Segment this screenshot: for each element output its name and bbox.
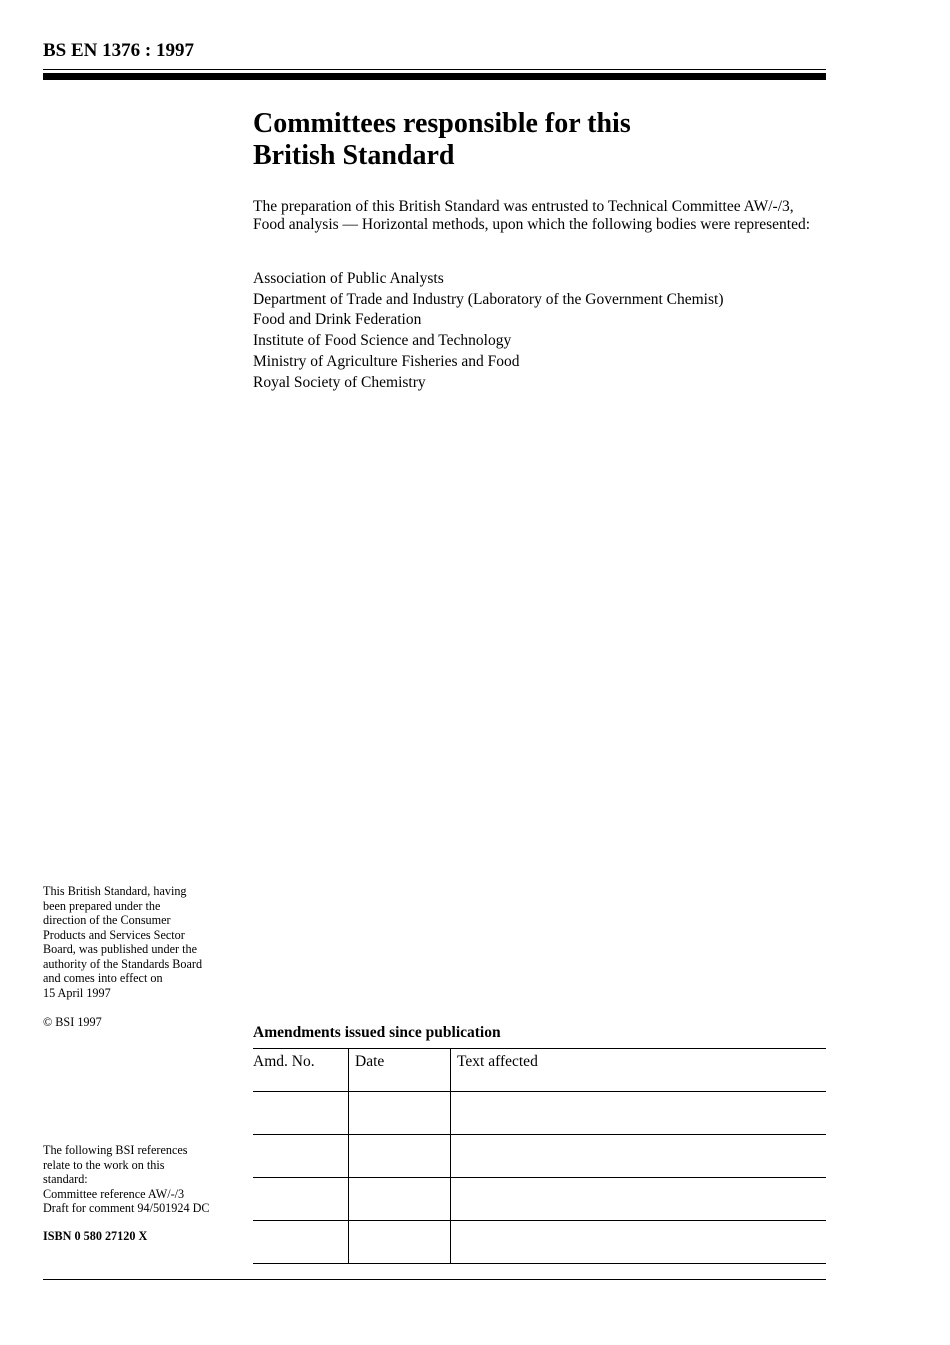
represented-bodies-list (253, 269, 828, 393)
reference-line: The following BSI references (43, 1143, 188, 1157)
table-cell (349, 1221, 451, 1264)
publication-note-line: direction of the Consumer (43, 913, 171, 927)
table-cell (349, 1092, 451, 1135)
table-cell (451, 1092, 827, 1135)
publication-note-line: Products and Services Sector (43, 927, 185, 942)
table-cell (253, 1178, 349, 1221)
list-item: Institute of Food Science and Technology (253, 332, 512, 350)
table-cell (451, 1221, 827, 1264)
table-cell (451, 1178, 827, 1221)
column-header-date: Date (349, 1049, 451, 1092)
column-header-amd-no: Amd. No. (253, 1049, 349, 1092)
list-item: Food and Drink Federation (253, 311, 422, 329)
publication-note-line: been prepared under the (43, 898, 161, 913)
table-cell (349, 1135, 451, 1178)
table-header-row (253, 1049, 826, 1092)
intro-paragraph: The preparation of this British Standard was entrusted to Technical Committee AW/-/3, Food analysis — Horizontal methods, upon which the following bodies were represented: (253, 198, 811, 233)
document-id: BS EN 1376 : 1997 (43, 40, 194, 61)
column-header-text-affected: Text affected (451, 1049, 827, 1092)
table-cell (451, 1135, 827, 1178)
list-item: Association of Public Analysts (253, 270, 444, 287)
bsi-references (43, 1143, 243, 1216)
publication-note-line: This British Standard, having (43, 884, 187, 898)
table-cell (253, 1092, 349, 1135)
amendments-title: Amendments issued since publication (253, 1024, 501, 1041)
list-item: Department of Trade and Industry (Laboratory of the Government Chemist) (253, 290, 724, 308)
publication-note-line: Board, was published under the (43, 942, 198, 956)
amendments-table (253, 1048, 826, 1264)
table-cell (253, 1221, 349, 1264)
table-row (253, 1135, 826, 1178)
footer-rule (43, 1279, 826, 1280)
page-title-line-2: British Standard (253, 140, 455, 171)
table-row (253, 1221, 826, 1264)
list-item: Ministry of Agriculture Fisheries and Food (253, 352, 520, 370)
reference-line: Draft for comment 94/501924 DC (43, 1201, 210, 1215)
page-title (253, 108, 828, 172)
table-row (253, 1178, 826, 1221)
page-title-line-1: Committees responsible for this (253, 108, 631, 139)
header-rule-thin (43, 69, 826, 70)
main-content (253, 108, 828, 409)
table-row (253, 1092, 826, 1135)
list-item: Royal Society of Chemistry (253, 373, 426, 391)
publication-note-line: 15 April 1997 (43, 985, 111, 1000)
isbn: ISBN 0 580 27120 X (43, 1229, 148, 1243)
publication-note (43, 884, 238, 1000)
reference-line: standard: (43, 1172, 88, 1186)
header-rule-thick (43, 73, 826, 80)
publication-note-line: authority of the Standards Board (43, 956, 203, 971)
reference-line: relate to the work on this (43, 1157, 165, 1172)
table-cell (253, 1135, 349, 1178)
table-cell (349, 1178, 451, 1221)
publication-note-line: and comes into effect on (43, 971, 163, 985)
reference-line: Committee reference AW/-/3 (43, 1186, 185, 1201)
copyright-notice: © BSI 1997 (43, 1015, 102, 1029)
